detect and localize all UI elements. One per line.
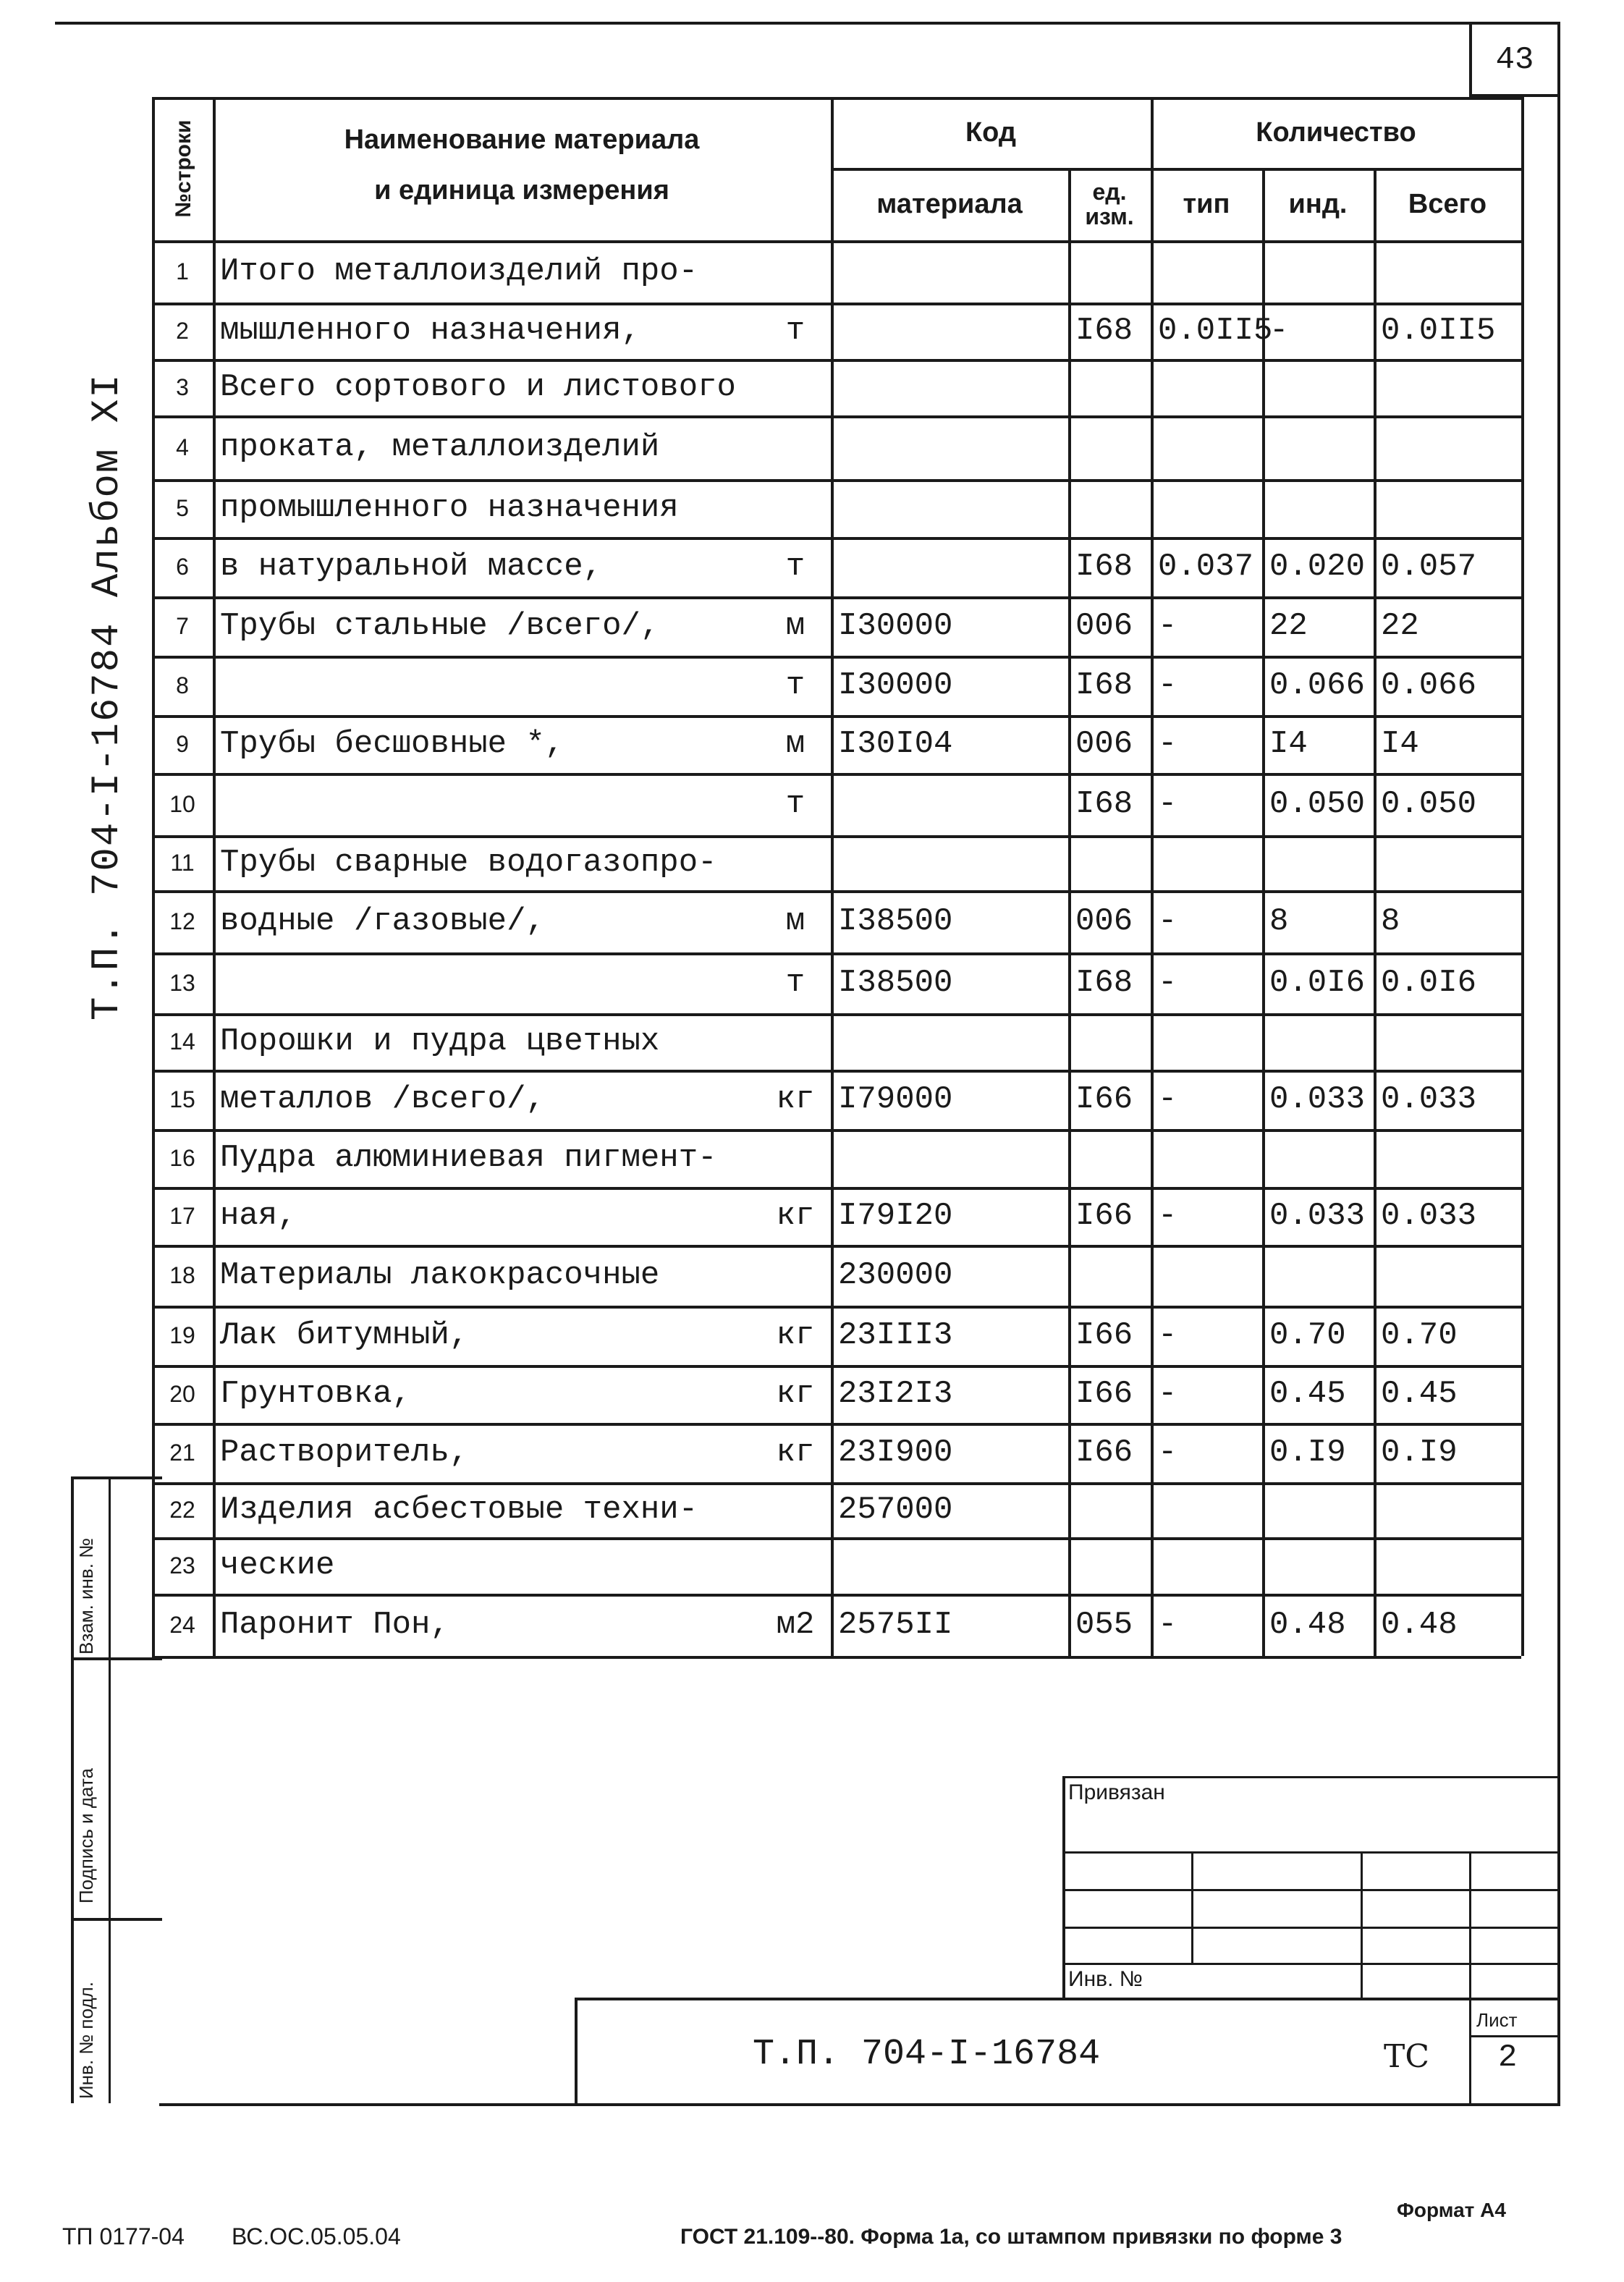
qty-total: 0.050 (1381, 786, 1477, 822)
unit-code (1068, 835, 1158, 890)
footer-left: ТП 0177-04 (62, 2223, 185, 2249)
row-number: 3 (176, 373, 189, 400)
material-code (831, 773, 1075, 835)
qty-ind (1262, 1013, 1381, 1070)
material-unit (760, 1013, 831, 1070)
qty-type (1151, 1129, 1269, 1187)
unit-code: I66 (1075, 1198, 1133, 1234)
qty-type (1151, 835, 1269, 890)
binding-label: Привязан (1068, 1780, 1165, 1804)
qty-total (1374, 1245, 1528, 1306)
qty-ind: 0.033 (1269, 1081, 1366, 1117)
qty-type (1151, 1537, 1269, 1594)
material-unit: кг (776, 1081, 815, 1117)
row-number: 9 (176, 730, 189, 757)
qty-ind: 0.033 (1269, 1198, 1366, 1234)
unit-code (1068, 1245, 1158, 1306)
material-code (831, 303, 1075, 359)
header-code-material: материала (876, 188, 1023, 219)
qty-total (1374, 1537, 1528, 1594)
material-unit (760, 359, 831, 415)
inv-no-label: Инв. № (1068, 1967, 1143, 1991)
material-unit: м2 (776, 1607, 815, 1643)
qty-ind: 0.020 (1269, 549, 1366, 585)
doc-mark: ТС (1384, 2038, 1430, 2075)
material-unit (760, 1245, 831, 1306)
qty-type (1151, 415, 1269, 479)
material-name: водные /газовые/, (220, 903, 545, 939)
qty-type: - (1158, 903, 1177, 939)
qty-type: - (1158, 786, 1177, 822)
sheet-number: 2 (1498, 2040, 1518, 2076)
header-name-line1: Наименование материала (344, 124, 700, 155)
qty-total: 0.I9 (1381, 1434, 1458, 1471)
material-code: I30000 (838, 608, 953, 644)
row-number: 21 (169, 1439, 195, 1466)
unit-code (1068, 1482, 1158, 1537)
qty-ind: I4 (1269, 726, 1308, 762)
material-code: I38500 (838, 903, 953, 939)
header-code-unit: ед. изм. (1085, 179, 1134, 229)
bottom-border (159, 2103, 1560, 2106)
qty-ind (1262, 835, 1381, 890)
material-name: металлов /всего/, (220, 1081, 545, 1117)
qty-total: 0.057 (1381, 549, 1477, 585)
material-code (831, 240, 1075, 303)
qty-type: - (1158, 1317, 1177, 1353)
row-number: 22 (169, 1496, 195, 1523)
row-number: 18 (169, 1262, 195, 1288)
qty-type (1151, 1482, 1269, 1537)
qty-type (1151, 1245, 1269, 1306)
material-name: Порошки и пудра цветных (220, 1023, 660, 1060)
material-name (213, 656, 767, 715)
unit-code (1068, 1129, 1158, 1187)
material-name: Пудра алюминиевая пигмент- (220, 1140, 717, 1176)
qty-ind: 22 (1269, 608, 1308, 644)
unit-code: I66 (1075, 1434, 1133, 1471)
material-unit: м (785, 608, 805, 644)
material-name: Лак битумный, (220, 1317, 469, 1353)
material-unit: т (785, 667, 805, 703)
footer-format: Формат А4 (1397, 2199, 1506, 2221)
material-code (831, 537, 1075, 596)
qty-type: - (1158, 1198, 1177, 1234)
qty-ind: 0.48 (1269, 1607, 1346, 1643)
material-code (831, 1129, 1075, 1187)
material-unit: кг (776, 1198, 815, 1234)
qty-type: - (1158, 726, 1177, 762)
material-code: I79000 (838, 1081, 953, 1117)
material-unit (760, 1482, 831, 1537)
material-code: 230000 (838, 1257, 953, 1293)
material-unit: м (785, 903, 805, 939)
unit-code: I68 (1075, 549, 1133, 585)
row-number: 19 (169, 1322, 195, 1348)
qty-ind (1262, 1482, 1381, 1537)
qty-total: 0.033 (1381, 1198, 1477, 1234)
material-unit: т (785, 786, 805, 822)
qty-total: I4 (1381, 726, 1419, 762)
footer-left-2: ВС.ОС.05.05.04 (232, 2223, 401, 2249)
qty-ind: 0.050 (1269, 786, 1366, 822)
header-row-number: №строки (172, 119, 195, 218)
qty-total (1374, 1482, 1528, 1537)
qty-total: 0.0I6 (1381, 965, 1477, 1001)
qty-type (1151, 359, 1269, 415)
row-number: 4 (176, 434, 189, 460)
material-code: 257000 (838, 1492, 953, 1528)
material-name: Материалы лакокрасочные (220, 1257, 660, 1293)
material-code: 23I900 (838, 1434, 953, 1471)
unit-code: I66 (1075, 1376, 1133, 1412)
qty-total: 0.70 (1381, 1317, 1458, 1353)
unit-code: I66 (1075, 1317, 1133, 1353)
qty-type: - (1158, 608, 1177, 644)
material-name: Трубы сварные водогазопро- (220, 845, 717, 881)
qty-type (1151, 479, 1269, 537)
qty-total (1374, 1129, 1528, 1187)
row-number: 13 (169, 969, 195, 996)
qty-ind (1262, 479, 1381, 537)
top-border (55, 22, 1560, 25)
row-number: 6 (176, 553, 189, 580)
qty-total: 0.45 (1381, 1376, 1458, 1412)
qty-total (1374, 1013, 1528, 1070)
row-number: 11 (170, 849, 195, 876)
qty-total (1374, 415, 1528, 479)
doc-code: Т.П. 704-I-16784 (753, 2034, 1101, 2075)
side-stamp-inv-podl: Инв. № подл. (75, 1982, 97, 2099)
row-number: 24 (169, 1611, 195, 1638)
unit-code: 055 (1075, 1607, 1133, 1643)
row-number: 12 (169, 908, 195, 934)
qty-ind: 8 (1269, 903, 1289, 939)
material-code (831, 1537, 1075, 1594)
material-code: 2575II (838, 1607, 953, 1643)
qty-total (1374, 835, 1528, 890)
material-code (831, 1013, 1075, 1070)
material-name: Грунтовка, (220, 1376, 412, 1412)
qty-type (1151, 1013, 1269, 1070)
material-name: Трубы стальные /всего/, (220, 608, 660, 644)
material-unit (760, 1537, 831, 1594)
material-code: 23I2I3 (838, 1376, 953, 1412)
qty-ind (1262, 1129, 1381, 1187)
material-unit: кг (776, 1434, 815, 1471)
qty-ind (1262, 359, 1381, 415)
unit-code: I66 (1075, 1081, 1133, 1117)
qty-type: - (1158, 1376, 1177, 1412)
qty-ind: 0.45 (1269, 1376, 1346, 1412)
material-unit: м (785, 726, 805, 762)
side-stamp-podpis: Подпись и дата (75, 1767, 97, 1903)
header-code: Код (965, 117, 1017, 148)
material-unit: т (785, 549, 805, 585)
qty-ind (1262, 240, 1381, 303)
unit-code: 006 (1075, 726, 1133, 762)
header-qty-ind: инд. (1288, 188, 1348, 219)
row-number: 14 (169, 1028, 195, 1055)
material-name: Всего сортового и листового (220, 369, 736, 405)
material-code (831, 835, 1075, 890)
material-name: Итого металлоизделий про- (220, 253, 698, 290)
row-number: 15 (169, 1086, 195, 1112)
header-qty-total: Всего (1408, 188, 1487, 219)
material-name: промышленного назначения (220, 490, 679, 526)
header-name-line2: и единица измерения (374, 174, 669, 206)
material-name: в натуральной массе, (220, 549, 603, 585)
material-unit: т (785, 965, 805, 1001)
material-code: I30I04 (838, 726, 953, 762)
sheet-label: Лист (1476, 2009, 1518, 2031)
material-code: I30000 (838, 667, 953, 703)
qty-total: 0.0II5 (1381, 313, 1496, 349)
row-number: 17 (169, 1202, 195, 1229)
row-number: 7 (176, 612, 189, 639)
material-unit: т (785, 313, 805, 349)
qty-type: - (1158, 1434, 1177, 1471)
qty-total: 0.066 (1381, 667, 1477, 703)
qty-ind: 0.0I6 (1269, 965, 1366, 1001)
qty-ind: 0.70 (1269, 1317, 1346, 1353)
material-code (831, 359, 1075, 415)
qty-type (1151, 240, 1269, 303)
material-unit (760, 240, 831, 303)
row-number: 23 (169, 1552, 195, 1579)
qty-type: - (1158, 1081, 1177, 1117)
qty-type: 0.0II5 (1158, 313, 1273, 349)
material-code: I38500 (838, 965, 953, 1001)
material-name: мышленного назначения, (220, 313, 640, 349)
unit-code (1068, 415, 1158, 479)
header-qty-type: тип (1183, 188, 1230, 219)
side-stamp-vzam: Взам. инв. № (75, 1537, 97, 1655)
qty-total: 0.48 (1381, 1607, 1458, 1643)
row-number: 8 (176, 672, 189, 698)
unit-code: I68 (1075, 786, 1133, 822)
material-name (213, 773, 767, 835)
material-name: Изделия асбестовые техни- (220, 1492, 698, 1528)
material-name: Растворитель, (220, 1434, 469, 1471)
qty-total (1374, 479, 1528, 537)
qty-ind: 0.I9 (1269, 1434, 1346, 1471)
material-name: Трубы бесшовные *, (220, 726, 564, 762)
qty-ind (1262, 415, 1381, 479)
unit-code: 006 (1075, 608, 1133, 644)
material-unit: кг (776, 1317, 815, 1353)
unit-code (1068, 479, 1158, 537)
material-unit (760, 479, 831, 537)
qty-total: 8 (1381, 903, 1400, 939)
page-number: 43 (1495, 42, 1534, 78)
material-unit (760, 835, 831, 890)
footer-gost: ГОСТ 21.109--80. Форма 1а, со штампом привязки по форме 3 (680, 2225, 1342, 2249)
material-code (831, 415, 1075, 479)
material-unit (760, 1129, 831, 1187)
material-name: Паронит Пон, (220, 1607, 449, 1643)
qty-total: 22 (1381, 608, 1419, 644)
material-unit: кг (776, 1376, 815, 1412)
qty-total: 0.033 (1381, 1081, 1477, 1117)
material-name: ная, (220, 1198, 297, 1234)
material-name: ческие (220, 1547, 335, 1584)
qty-ind: 0.066 (1269, 667, 1366, 703)
qty-type: - (1158, 1607, 1177, 1643)
material-name (213, 952, 767, 1013)
unit-code (1068, 1537, 1158, 1594)
unit-code (1068, 240, 1158, 303)
material-code: 23III3 (838, 1317, 953, 1353)
unit-code: I68 (1075, 965, 1133, 1001)
qty-total (1374, 359, 1528, 415)
row-number: 20 (169, 1380, 195, 1407)
material-code: I79I20 (838, 1198, 953, 1234)
row-number: 1 (176, 258, 189, 284)
qty-ind (1262, 1245, 1381, 1306)
unit-code: I68 (1075, 667, 1133, 703)
unit-code (1068, 1013, 1158, 1070)
qty-ind: - (1269, 313, 1289, 349)
material-code (831, 479, 1075, 537)
qty-ind (1262, 1537, 1381, 1594)
row-number: 16 (169, 1144, 195, 1171)
qty-type: - (1158, 965, 1177, 1001)
qty-type: - (1158, 667, 1177, 703)
material-name: проката, металлоизделий (220, 429, 660, 465)
header-quantity: Количество (1256, 117, 1416, 148)
row-number: 5 (176, 494, 189, 521)
side-title: Т.П. 704-I-16784 Альбом XI (85, 373, 130, 1020)
unit-code: I68 (1075, 313, 1133, 349)
unit-code: 006 (1075, 903, 1133, 939)
row-number: 2 (176, 317, 189, 344)
qty-total (1374, 240, 1528, 303)
right-border (1557, 22, 1560, 2106)
qty-type: 0.037 (1158, 549, 1254, 585)
unit-code (1068, 359, 1158, 415)
material-unit (760, 415, 831, 479)
row-number: 10 (169, 790, 195, 817)
